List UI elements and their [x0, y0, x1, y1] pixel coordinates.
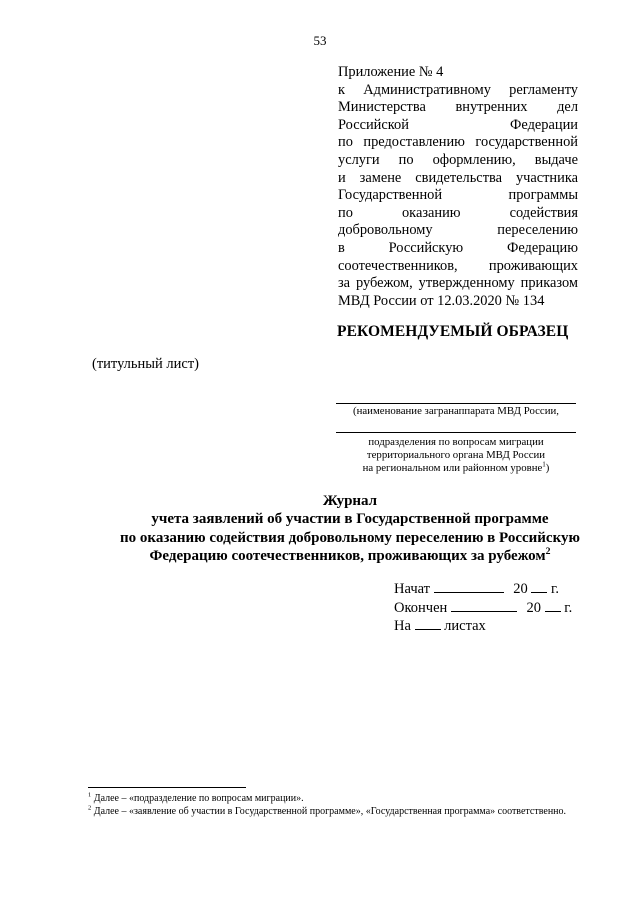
footnote-separator [88, 787, 246, 788]
appendix-line: по предоставлению государственной [338, 134, 578, 151]
appendix-line: к Административному регламенту [338, 81, 578, 98]
page-number: 53 [313, 33, 327, 48]
journal-subtitle-2: по оказанию содействия добровольному переселению в Российскую [120, 529, 580, 546]
appendix-line: добровольному переселению [338, 222, 578, 239]
journal-dates [394, 580, 572, 636]
finished-year-blank [545, 599, 561, 612]
appendix-line: МВД России от 12.03.2020 № 134 [338, 292, 545, 309]
appendix-line: Российской Федерации [338, 116, 578, 133]
appendix-line: соотечественников, проживающих [338, 257, 578, 274]
appendix-line: по оказанию содействия [338, 204, 578, 221]
footnote-ref-2: 2 [545, 545, 551, 557]
org-caption-1: (наименование загранаппарата МВД России, [353, 405, 559, 417]
org-caption-4: на региональном или районном уровне$^1$) [362, 460, 550, 474]
footnote-2: $^2$ Далее – «заявление об участии в Государственной программе», «Государственная программа» соответственно. [88, 804, 567, 817]
org-name-rule-2 [336, 432, 576, 433]
sample-label: РЕКОМЕНДУЕМЫЙ ОБРАЗЕЦ [337, 323, 569, 340]
appendix-line: услуги по оформлению, выдаче [338, 151, 578, 168]
appendix-line: Приложение № 4 [338, 64, 444, 80]
finished-date-blank [451, 599, 517, 612]
sheets-count-blank [415, 617, 441, 630]
started-date-blank [434, 580, 504, 593]
appendix-block [338, 64, 578, 310]
footnotes [88, 793, 578, 818]
finished-row: Окончен 20 г. [394, 599, 573, 616]
appendix-line: и замене свидетельства участника [338, 169, 578, 186]
started-year-blank [531, 580, 547, 593]
journal-title: Журнал [322, 493, 378, 509]
appendix-line: в Российскую Федерацию [338, 239, 578, 256]
org-name-rule-1 [336, 403, 576, 404]
journal-subtitle-3: Федерацию соотечественников, проживающих за рубежом$^2$ [149, 545, 551, 564]
appendix-line: Государственной программы [338, 187, 578, 204]
footnote-ref-1: 1 [542, 460, 546, 469]
appendix-line: за рубежом, утвержденному приказом [338, 275, 578, 292]
journal-subtitle-1: учета заявлений об участии в Государственной программе [151, 511, 549, 528]
started-row: Начат 20 г. [394, 581, 559, 597]
title-page-label: (титульный лист) [92, 356, 200, 372]
org-caption-3: территориального органа МВД России [366, 449, 546, 461]
sheets-row: На листах [394, 618, 486, 635]
footnote-1: $^1$ Далее – «подразделение по вопросам миграции». [88, 791, 304, 804]
journal-heading [60, 492, 640, 565]
appendix-line: Министерства внутренних дел [338, 99, 578, 116]
org-caption-2: подразделения по вопросам миграции [368, 436, 544, 448]
org-caption-block [330, 436, 582, 475]
